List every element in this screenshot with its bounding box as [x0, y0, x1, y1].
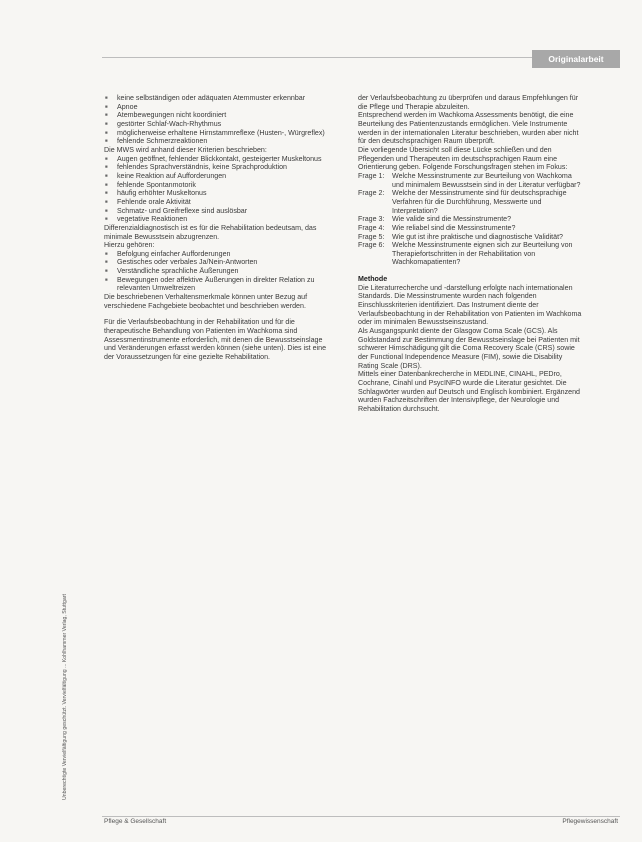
list-item: ■ Befolgung einfacher Aufforderungen: [104, 250, 329, 259]
list-item: ■ Fehlende orale Aktivität: [104, 198, 329, 207]
body-paragraph: der Verlaufsbeobachtung zu überprüfen und daraus Empfehlungen für die Pflege und Therapie abzuleiten.: [358, 94, 579, 111]
list-item: ■ Apnoe: [104, 103, 329, 112]
list-item: ■ vegetative Reaktionen: [104, 215, 329, 224]
question-text: Welche Messinstrumente eignen sich zur Beurteilung von Therapiefortschritten in der Rehabilitation von Wachkomapatienten?: [392, 241, 573, 267]
question-row: [358, 215, 583, 224]
right-column: [358, 94, 583, 414]
footer-right: Pflegewissenschaft: [562, 818, 618, 825]
question-row: [358, 224, 583, 233]
question-label: Frage 3:: [358, 215, 385, 224]
list-item: ■ fehlendes Sprachverständnis, keine Sprachproduktion: [104, 163, 329, 172]
body-paragraph: Die beschriebenen Verhaltensmerkmale können unter Bezug auf verschiedene Fachgebiete beobachtet und beschrieben werden.: [104, 293, 308, 310]
body-paragraph: Entsprechend werden im Wachkoma Assessments benötigt, die eine Beurteilung des Patientenzustands ermöglichen. Viele Instrumente werden in der internationalen Literatur beschrieben, wurden aber nicht für den deutschsprachigen Raum überprüft.: [358, 111, 579, 146]
list-item: ■ Gestisches oder verbales Ja/Nein-Antworten: [104, 258, 329, 267]
question-label: Frage 1:: [358, 171, 385, 180]
body-paragraph: Die vorliegende Übersicht soll diese Lücke schließen und den Pflegenden und Therapeuten im deutschsprachigen Raum eine Orientierung geben. Folgende Forschungsfragen stehen im Fokus:: [358, 145, 568, 172]
body-paragraph: Differenzialdiagnostisch ist es für die Rehabilitation bedeutsam, das minimale Bewusstsein abzugrenzen.: [104, 223, 317, 241]
list-item: ■ fehlende Spontanmotorik: [104, 181, 329, 190]
list-item: ■ gestörter Schlaf-Wach-Rhythmus: [104, 120, 329, 129]
footer-rule: [102, 816, 620, 817]
research-questions: [358, 172, 583, 267]
body-paragraph: Für die Verlaufsbeobachtung in der Rehabilitation und für die therapeutische Behandlung von Patienten im Wachkoma sind Assessmentinstrumente erforderlich, mit denen die Bewusstseinslage und Veränderungen erfasst werden können (siehe unten). Dies ist eine der Voraussetzungen für eine gezielte Rehabilitation.: [104, 318, 327, 362]
footer-left: Pflege & Gesellschaft: [104, 818, 167, 825]
list-item: ■ keine selbständigen oder adäquaten Atemmuster erkennbar: [104, 94, 329, 103]
side-copyright-text: Unberechtigte Vervielfältigung geschützt. Vervielfältigung ... Kohlhammer Verlag, Stuttgart: [62, 594, 68, 800]
list-item: ■ Atembewegungen nicht koordiniert: [104, 111, 329, 120]
list-item: ■ keine Reaktion auf Aufforderungen: [104, 172, 329, 181]
list-item: ■ Verständliche sprachliche Äußerungen: [104, 267, 329, 276]
question-label: Frage 5:: [358, 232, 385, 241]
section-label: Originalarbeit: [532, 50, 620, 68]
question-label: Frage 4:: [358, 223, 385, 232]
question-text: Wie reliabel sind die Messinstrumente?: [392, 223, 516, 232]
list-item: ■ Bewegungen oder affektive Äußerungen in direkter Relation zu relevanten Umweltreizen: [104, 276, 329, 293]
question-text: Wie valide sind die Messinstrumente?: [392, 215, 512, 224]
list-label: Hierzu gehören:: [104, 241, 155, 250]
list-item: ■ möglicherweise erhaltene Hirnstammreflexe (Husten-, Würgreflex): [104, 129, 329, 138]
list-item: ■ Schmatz- und Greifreflexe sind auslösbar: [104, 207, 329, 216]
question-row: [358, 233, 583, 242]
body-paragraph: Die Literaturrecherche und -darstellung erfolgte nach internationalen Standards. Die Messinstrumente wurden nach folgenden Einschlusskriterien identifiziert. Das Instrument diente der Verlaufsbeobachtung in der Rehabilitation von Patienten im Wachkoma oder im minimalen Bewusstseinszustand.: [358, 283, 582, 327]
bullet-list-c: [104, 250, 329, 293]
bullet-list-b: [104, 155, 329, 224]
intro-text: Die MWS wird anhand dieser Kriterien beschrieben:: [104, 145, 267, 154]
body-paragraph: Mittels einer Datenbankrecherche in MEDLINE, CINAHL, PEDro, Cochrane, Cinahl und PsycINFO wurde die Literatur gesichtet. Die Schlagwörter wurden auf Deutsch und Englisch kombiniert. Ergänzend wurden Fachzeitschriften der Intensivpflege, der Neurologie und Rehabilitation durchsucht.: [358, 370, 580, 413]
question-label: Frage 6:: [358, 241, 385, 250]
body-paragraph: Als Ausgangspunkt diente der Glasgow Coma Scale (GCS). Als Goldstandard zur Bestimmung der Bewusstseinslage bei Patienten mit schwerer Hirnschädigung gilt die Coma Recovery Scale (CRS) sowie der Functional Independence Measure (FIM), sowie die Disability Rating Scale (DRS).: [358, 327, 580, 370]
side-copyright-note: [60, 60, 72, 820]
list-item: ■ fehlende Schmerzreaktionen: [104, 137, 329, 146]
question-label: Frage 2:: [358, 189, 385, 198]
list-item: ■ Augen geöffnet, fehlender Blickkontakt, gesteigerter Muskeltonus: [104, 155, 329, 164]
section-heading: Methode: [358, 275, 388, 284]
question-text: Wie gut ist ihre praktische und diagnostische Validität?: [392, 232, 563, 241]
question-text: Welche der Messinstrumente sind für deutschsprachige Verfahren für die Durchführung, Messwerte und Interpretation?: [392, 189, 567, 215]
list-item: ■ häufig erhöhter Muskeltonus: [104, 189, 329, 198]
question-row: [358, 189, 583, 215]
question-row: [358, 241, 583, 267]
question-text: Welche Messinstrumente zur Beurteilung von Wachkoma und minimalem Bewusstsein sind in der Literatur verfügbar?: [392, 171, 581, 189]
bullet-list-a: [104, 94, 329, 146]
question-row: [358, 172, 583, 189]
left-column: [104, 94, 329, 362]
